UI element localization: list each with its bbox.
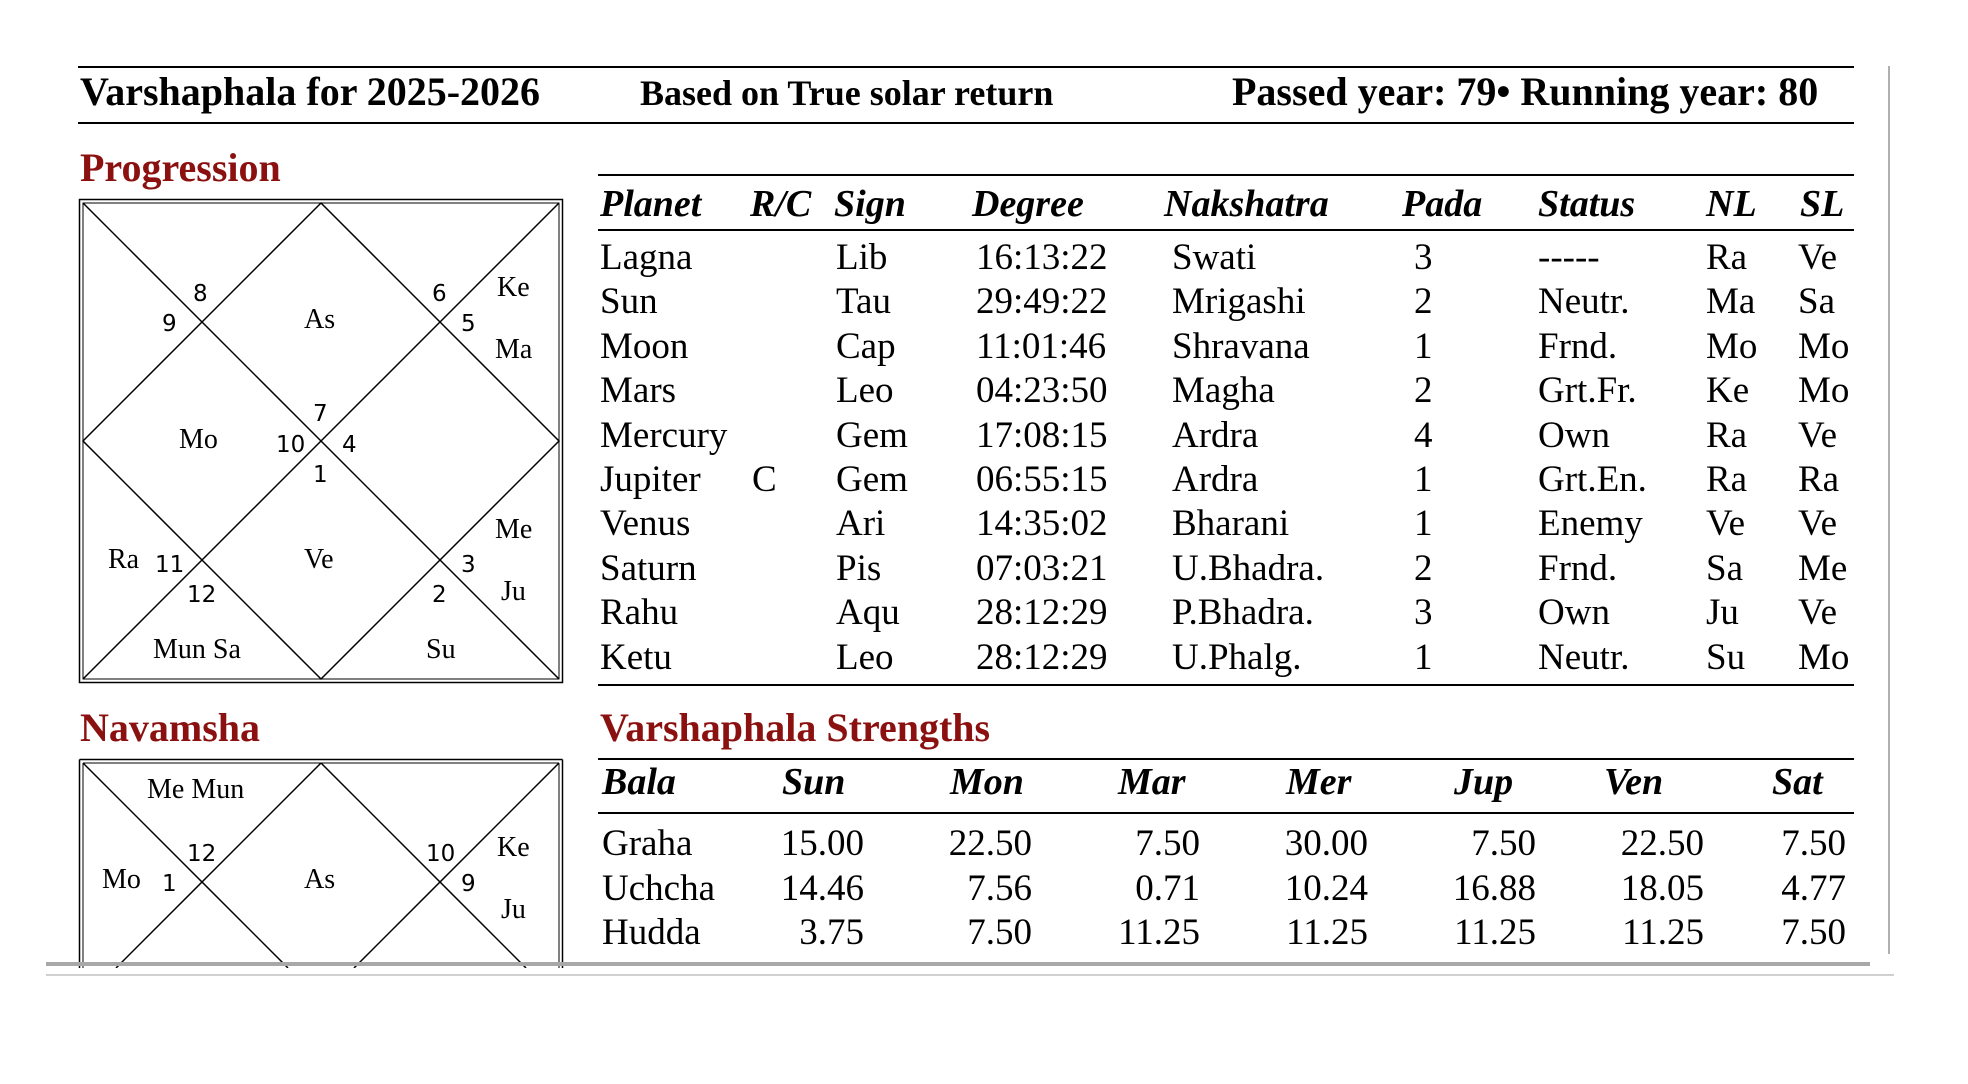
strength-cell: 7.50 (1471, 823, 1536, 864)
col-planet: Planet (600, 183, 702, 225)
col-status: Status (1538, 183, 1636, 225)
years-text: Passed year: 79• Running year: 80 (1232, 69, 1819, 114)
strength-cell: 22.50 (1620, 823, 1704, 864)
planet-cell: Ma (1706, 281, 1756, 323)
planet-cell: Mo (1798, 325, 1850, 367)
strength-cell: 7.56 (967, 867, 1032, 909)
planet-cell: Sa (1706, 547, 1743, 589)
progression-chart (78, 198, 564, 684)
planet-table-top-rule (598, 174, 1854, 176)
prog-house-number: 8 (193, 281, 208, 307)
planet-cell: P.Bhadra. (1172, 592, 1314, 634)
nav-planet-label: Mo (102, 864, 141, 895)
col-mer: Mer (1286, 761, 1352, 803)
planet-cell: Grt.En. (1538, 459, 1647, 500)
prog-house-number: 5 (461, 311, 476, 337)
planet-cell: Me (1798, 547, 1848, 589)
strength-cell: 22.50 (948, 823, 1032, 864)
planet-cell: Sun (600, 281, 658, 323)
prog-house-number: 12 (187, 582, 217, 608)
strength-cell: 7.50 (967, 912, 1032, 953)
nav-planet-label: Ke (497, 832, 530, 863)
planet-cell: Sa (1798, 281, 1835, 323)
col-degree: Degree (972, 183, 1084, 225)
planet-cell: 2 (1414, 547, 1433, 589)
planet-cell: 04:23:50 (976, 370, 1108, 412)
prog-house-number: 3 (461, 552, 476, 578)
planet-cell: U.Phalg. (1172, 636, 1302, 678)
strength-cell: 11.25 (1118, 912, 1200, 953)
col-mon: Mon (950, 761, 1024, 803)
planet-cell: Gem (836, 459, 908, 500)
prog-planet-label: Me (495, 514, 533, 545)
planet-cell: ----- (1538, 237, 1600, 278)
planet-cell: Bharani (1172, 503, 1290, 545)
strength-cell: 7.50 (1135, 823, 1200, 864)
planet-cell: Leo (836, 370, 894, 412)
planet-table-header-rule (598, 229, 1854, 231)
planet-cell: 28:12:29 (976, 636, 1108, 678)
strengths-header-rule (598, 812, 1854, 814)
navamsha-title: Navamsha (80, 705, 261, 750)
strength-cell: 11.25 (1454, 912, 1536, 953)
col-bala: Bala (602, 761, 676, 803)
planet-cell: 14:35:02 (976, 503, 1108, 545)
progression-title: Progression (80, 145, 281, 190)
planet-cell: Ve (1798, 237, 1838, 278)
planet-cell: Gem (836, 414, 908, 456)
prog-planet-label: As (304, 304, 336, 335)
planet-cell: Ra (1706, 414, 1748, 456)
planet-cell: Mrigashi (1172, 281, 1306, 323)
planet-cell: Pis (836, 547, 882, 589)
planet-cell: Grt.Fr. (1538, 370, 1637, 412)
strength-cell: 14.46 (780, 867, 864, 909)
col-sign: Sign (834, 183, 906, 225)
strength-row-label: Graha (602, 823, 693, 864)
col-sat: Sat (1772, 761, 1823, 803)
planet-cell: Enemy (1538, 503, 1643, 545)
nav-house-number: 1 (162, 871, 177, 897)
prog-planet-label: Ju (501, 576, 526, 607)
planet-cell: 06:55:15 (976, 459, 1108, 500)
col-nakshatra: Nakshatra (1164, 183, 1329, 225)
strength-cell: 0.71 (1135, 867, 1200, 909)
planet-cell: U.Bhadra. (1172, 547, 1325, 589)
planet-cell: Mo (1798, 636, 1850, 678)
planet-cell: Lagna (600, 237, 693, 278)
planet-cell: Venus (600, 503, 691, 545)
planet-cell: Swati (1172, 237, 1257, 278)
col-ven: Ven (1604, 761, 1664, 803)
planet-cell: Ra (1706, 237, 1748, 278)
planet-cell: 28:12:29 (976, 592, 1108, 634)
planet-cell: 1 (1414, 636, 1433, 678)
horizontal-scrollbar-edge (46, 974, 1894, 976)
planet-cell: 1 (1414, 459, 1433, 500)
nav-planet-label: Ju (501, 894, 526, 925)
prog-house-number: 1 (313, 462, 328, 488)
planet-cell: Ve (1706, 503, 1746, 545)
planet-cell: Ju (1706, 592, 1739, 634)
planet-cell: 1 (1414, 325, 1433, 367)
planet-cell: 4 (1414, 414, 1433, 456)
strength-cell: 16.88 (1452, 867, 1536, 909)
planet-cell: Own (1538, 592, 1610, 634)
planet-cell: Ve (1798, 503, 1838, 545)
col-sun: Sun (782, 761, 846, 803)
planet-cell: C (752, 459, 777, 500)
basis-text: Based on True solar return (640, 73, 1054, 113)
planet-cell: Ra (1706, 459, 1748, 500)
planet-cell: Mars (600, 370, 677, 412)
planet-cell: Jupiter (600, 459, 701, 500)
planet-cell: 1 (1414, 503, 1433, 545)
strength-cell: 30.00 (1284, 823, 1368, 864)
planet-cell: Ardra (1172, 414, 1259, 456)
planet-table-bottom-rule (598, 684, 1854, 686)
planet-cell: Own (1538, 414, 1610, 456)
planet-cell: Tau (836, 281, 891, 323)
planet-cell: Su (1706, 636, 1746, 678)
planet-cell: Ardra (1172, 459, 1259, 500)
prog-planet-label: Mo (179, 424, 218, 455)
strength-cell: 10.24 (1284, 867, 1368, 909)
planet-cell: Frnd. (1538, 547, 1618, 589)
planet-cell: Mo (1706, 325, 1758, 367)
prog-planet-label: Ma (495, 334, 533, 365)
planet-cell: Ke (1706, 370, 1750, 412)
col-mar: Mar (1118, 761, 1186, 803)
planet-cell: 11:01:46 (976, 325, 1107, 367)
prog-house-number: 7 (313, 401, 328, 427)
prog-house-number: 2 (432, 582, 447, 608)
nav-planet-label: As (304, 864, 336, 895)
window-right-border (1888, 66, 1890, 954)
header-bottom-rule (78, 122, 1854, 124)
col-jup: Jup (1454, 761, 1514, 803)
strength-cell: 3.75 (799, 912, 864, 953)
planet-cell: 16:13:22 (976, 237, 1108, 278)
planet-cell: Cap (836, 325, 896, 367)
col-pada: Pada (1402, 183, 1483, 225)
planet-cell: 3 (1414, 592, 1433, 634)
prog-house-number: 4 (342, 432, 357, 458)
prog-house-number: 11 (155, 552, 185, 578)
strength-cell: 11.25 (1286, 912, 1368, 953)
planet-cell: Frnd. (1538, 325, 1618, 367)
prog-house-number: 10 (276, 432, 306, 458)
nav-house-number: 10 (426, 841, 456, 867)
planet-cell: Moon (600, 325, 689, 367)
nav-house-number: 9 (461, 871, 476, 897)
strength-row-label: Hudda (602, 912, 701, 953)
strength-cell: 15.00 (780, 823, 864, 864)
strength-cell: 7.50 (1781, 912, 1846, 953)
planet-cell: Ketu (600, 636, 672, 678)
prog-planet-label: Su (426, 634, 456, 665)
planet-cell: Neutr. (1538, 636, 1630, 678)
strengths-title: Varshaphala Strengths (600, 705, 991, 750)
planet-cell: Lib (836, 237, 888, 278)
planet-cell: 2 (1414, 281, 1433, 323)
planet-cell: Aqu (836, 592, 900, 634)
planet-cell: Neutr. (1538, 281, 1630, 323)
horizontal-scrollbar-track[interactable] (46, 962, 1870, 966)
planet-cell: Shravana (1172, 325, 1310, 367)
prog-planet-label: Ve (304, 544, 334, 575)
planet-cell: Saturn (600, 547, 697, 589)
planet-cell: Mercury (600, 414, 728, 456)
prog-planet-label: Mun Sa (153, 634, 241, 665)
prog-planet-label: Ra (108, 544, 140, 575)
prog-house-number: 6 (432, 281, 447, 307)
col-rc: R/C (750, 183, 812, 225)
planet-cell: 2 (1414, 370, 1433, 412)
planet-cell: 29:49:22 (976, 281, 1108, 323)
planet-cell: Magha (1172, 370, 1275, 412)
planet-cell: 07:03:21 (976, 547, 1108, 589)
nav-house-number: 12 (187, 841, 217, 867)
prog-planet-label: Ke (497, 272, 530, 303)
col-nl: NL (1706, 183, 1757, 225)
planet-cell: Rahu (600, 592, 679, 634)
planet-cell: Ari (836, 503, 886, 545)
planet-cell: Leo (836, 636, 894, 678)
strength-cell: 18.05 (1620, 867, 1704, 909)
strength-row-label: Uchcha (602, 867, 715, 909)
prog-house-number: 9 (162, 311, 177, 337)
col-sl: SL (1800, 183, 1845, 225)
planet-cell: Ra (1798, 459, 1840, 500)
strength-cell: 7.50 (1781, 823, 1846, 864)
planet-cell: Ve (1798, 414, 1838, 456)
nav-planet-label: Me Mun (147, 774, 245, 805)
planet-cell: Mo (1798, 370, 1850, 412)
planet-cell: Ve (1798, 592, 1838, 634)
planet-cell: 17:08:15 (976, 414, 1108, 456)
strength-cell: 4.77 (1781, 867, 1846, 909)
planet-cell: 3 (1414, 237, 1433, 278)
page-title: Varshaphala for 2025-2026 (80, 69, 541, 114)
strength-cell: 11.25 (1622, 912, 1704, 953)
